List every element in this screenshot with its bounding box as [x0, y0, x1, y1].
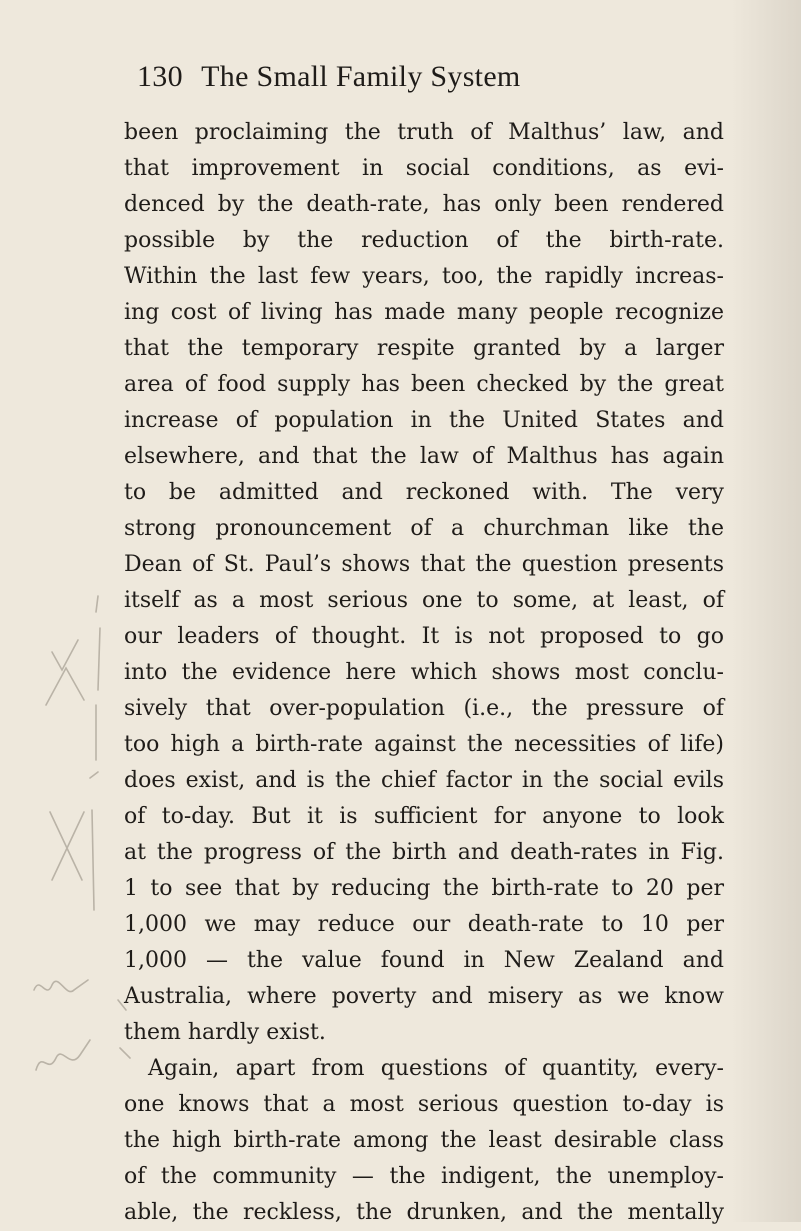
margin-squiggle-mark — [34, 980, 88, 992]
margin-x-mark — [50, 812, 84, 880]
text-line: denced by the death-rate, has only been rendered — [124, 192, 724, 217]
text-line: of the community — the indigent, the unemploy- — [124, 1164, 724, 1189]
text-line: increase of population in the United States and — [124, 408, 724, 433]
text-line: elsewhere, and that the law of Malthus has again — [124, 444, 724, 469]
margin-slash-mark — [46, 668, 84, 705]
margin-vertical-stroke — [92, 810, 94, 910]
text-line: the high birth-rate among the least desirable class — [124, 1128, 724, 1153]
body-text — [124, 115, 724, 1231]
text-line: Within the last few years, too, the rapidly increas- — [124, 264, 724, 289]
text-line: Australia, where poverty and misery as we know — [124, 984, 724, 1009]
text-line: ing cost of living has made many people recognize — [124, 300, 724, 325]
text-line: of to-day. But it is sufficient for anyone to look — [124, 804, 724, 829]
text-line: 1 to see that by reducing the birth-rate to 20 per — [124, 876, 724, 901]
handwritten-margin-marks — [0, 0, 140, 1222]
text-line: been proclaiming the truth of Malthus’ law, and — [124, 120, 724, 145]
text-line: does exist, and is the chief factor in the social evils — [124, 768, 724, 793]
text-line: sively that over-population (i.e., the pressure of — [124, 696, 724, 721]
text-line: able, the reckless, the drunken, and the mentally — [124, 1200, 724, 1225]
text-line: 1,000 we may reduce our death-rate to 10 per — [124, 912, 724, 937]
margin-check-mark — [52, 640, 78, 670]
text-line: to be admitted and reckoned with. The very — [124, 480, 724, 505]
text-line-paragraph-start: Again, apart from questions of quantity, every- — [148, 1056, 724, 1081]
text-line: into the evidence here which shows most conclu- — [124, 660, 724, 685]
page-header — [137, 60, 521, 94]
page-edge-shadow — [731, 0, 801, 1222]
text-line: Dean of St. Paul’s shows that the question presents — [124, 552, 724, 577]
text-line: at the progress of the birth and death-rates in Fig. — [124, 840, 724, 865]
text-line: that the temporary respite granted by a larger — [124, 336, 724, 361]
margin-vertical-stroke — [98, 628, 100, 690]
margin-tick-mark — [96, 596, 98, 612]
running-title: The Small Family System — [201, 60, 521, 93]
text-line: strong pronouncement of a churchman like the — [124, 516, 724, 541]
text-line: area of food supply has been checked by the great — [124, 372, 724, 397]
margin-squiggle-mark — [36, 1040, 90, 1070]
text-line: too high a birth-rate against the necessities of life) — [124, 732, 724, 757]
text-line: 1,000 — the value found in New Zealand and — [124, 948, 724, 973]
text-line-paragraph-end: them hardly exist. — [124, 1020, 326, 1045]
text-line: one knows that a most serious question to-day is — [124, 1092, 724, 1117]
text-line: that improvement in social conditions, as evi- — [124, 156, 724, 181]
text-line: possible by the reduction of the birth-rate. — [124, 228, 724, 253]
text-line: itself as a most serious one to some, at least, of — [124, 588, 724, 613]
text-line: our leaders of thought. It is not proposed to go — [124, 624, 724, 649]
margin-tick-mark — [90, 772, 98, 778]
page-number: 130 — [137, 60, 183, 93]
